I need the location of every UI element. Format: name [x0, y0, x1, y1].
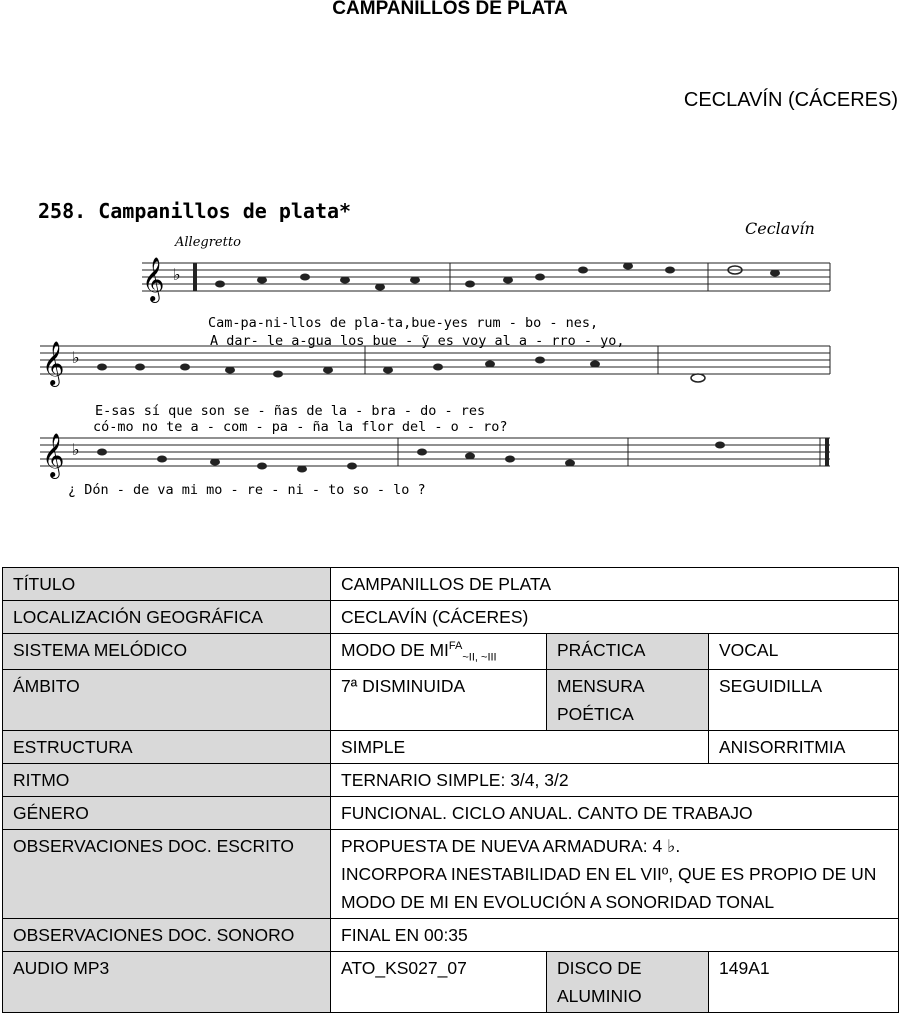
treble-clef-icon: 𝄞	[42, 343, 65, 385]
music-score-image	[30, 188, 880, 508]
lyric-line-2: A dar- le a-gua los bue - ỹ es voy al a - rro - yo,	[210, 333, 625, 349]
titulo-value: CAMPANILLOS DE PLATA	[331, 568, 899, 601]
titulo-label: TÍTULO	[3, 568, 331, 601]
score-tempo: Allegretto	[175, 235, 241, 250]
obs-escrito-line-2: INCORPORA INESTABILIDAD EN EL VIIº, QUE ES PROPIO DE UN MODO DE MI EN EVOLUCIÓN A SONORIDAD TONAL	[341, 864, 877, 913]
estructura-label: ESTRUCTURA	[3, 731, 331, 764]
row-obs-sonoro	[3, 919, 899, 952]
practica-value: VOCAL	[709, 634, 899, 670]
lyric-line-3: E-sas sí que son se - ñas de la - bra - do - res	[95, 403, 486, 419]
practica-label: PRÁCTICA	[547, 634, 709, 670]
row-ambito	[3, 670, 899, 731]
row-sistema	[3, 634, 899, 670]
ambito-label: ÁMBITO	[3, 670, 331, 731]
obs-sonoro-value: FINAL EN 00:35	[331, 919, 899, 952]
treble-clef-icon: 𝄞	[142, 259, 165, 301]
music-score	[30, 188, 880, 508]
staff-1	[142, 263, 830, 291]
audio-value: ATO_KS027_07	[331, 952, 547, 1013]
metadata-table	[2, 567, 899, 1013]
obs-sonoro-label: OBSERVACIONES DOC. SONORO	[3, 919, 331, 952]
localizacion-value: CECLAVÍN (CÁCERES)	[331, 601, 899, 634]
obs-escrito-value	[331, 830, 899, 919]
document-title: CAMPANILLOS DE PLATA	[332, 0, 568, 19]
row-titulo	[3, 568, 899, 601]
row-obs-escrito	[3, 830, 899, 919]
score-heading: 258. Campanillos de plata*	[38, 199, 352, 223]
row-genero	[3, 797, 899, 830]
ambito-value: 7ª DISMINUIDA	[331, 670, 547, 731]
row-estructura	[3, 731, 899, 764]
staff-3-notes	[97, 442, 725, 473]
score-location: Ceclavín	[745, 219, 815, 238]
flat-icon: ♭	[72, 442, 80, 459]
obs-escrito-label: OBSERVACIONES DOC. ESCRITO	[3, 830, 331, 919]
genero-value: FUNCIONAL. CICLO ANUAL. CANTO DE TRABAJO	[331, 797, 899, 830]
treble-clef-icon: 𝄞	[42, 435, 65, 477]
lyric-line-4: có-mo no te a - com - pa - ña la flor del - o - ro?	[93, 419, 508, 435]
localizacion-label: LOCALIZACIÓN GEOGRÁFICA	[3, 601, 331, 634]
lyric-line-5: ¿ Dón - de va mi mo - re - ni - to so - lo ?	[68, 482, 426, 498]
obs-escrito-line-1: PROPUESTA DE NUEVA ARMADURA: 4 ♭.	[341, 836, 681, 857]
staff-3	[40, 438, 830, 466]
sistema-sup: FA	[448, 640, 463, 653]
disco-label: DISCO DE ALUMINIO	[547, 952, 709, 1013]
ritmo-value: TERNARIO SIMPLE: 3/4, 3/2	[331, 764, 899, 797]
sistema-label: SISTEMA MELÓDICO	[3, 634, 331, 670]
disco-value: 149A1	[709, 952, 899, 1013]
audio-label: AUDIO MP3	[3, 952, 331, 1013]
sistema-value: MODO DE MI	[341, 640, 449, 660]
estructura-extra: ANISORRITMIA	[709, 731, 899, 764]
flat-icon: ♭	[173, 267, 181, 284]
mensura-value: SEGUIDILLA	[709, 670, 899, 731]
flat-icon: ♭	[72, 350, 80, 367]
sistema-value-cell	[331, 634, 547, 670]
genero-label: GÉNERO	[3, 797, 331, 830]
sistema-sub: ~II, ~III	[462, 651, 497, 664]
lyric-line-1: Cam-pa-ni-llos de pla-ta,bue-yes rum - bo - nes,	[208, 315, 599, 331]
row-ritmo	[3, 764, 899, 797]
place-heading: CECLAVÍN (CÁCERES)	[683, 89, 898, 111]
ritmo-label: RITMO	[3, 764, 331, 797]
row-localizacion	[3, 601, 899, 634]
estructura-value: SIMPLE	[331, 731, 709, 764]
mensura-label: MENSURA POÉTICA	[547, 670, 709, 731]
